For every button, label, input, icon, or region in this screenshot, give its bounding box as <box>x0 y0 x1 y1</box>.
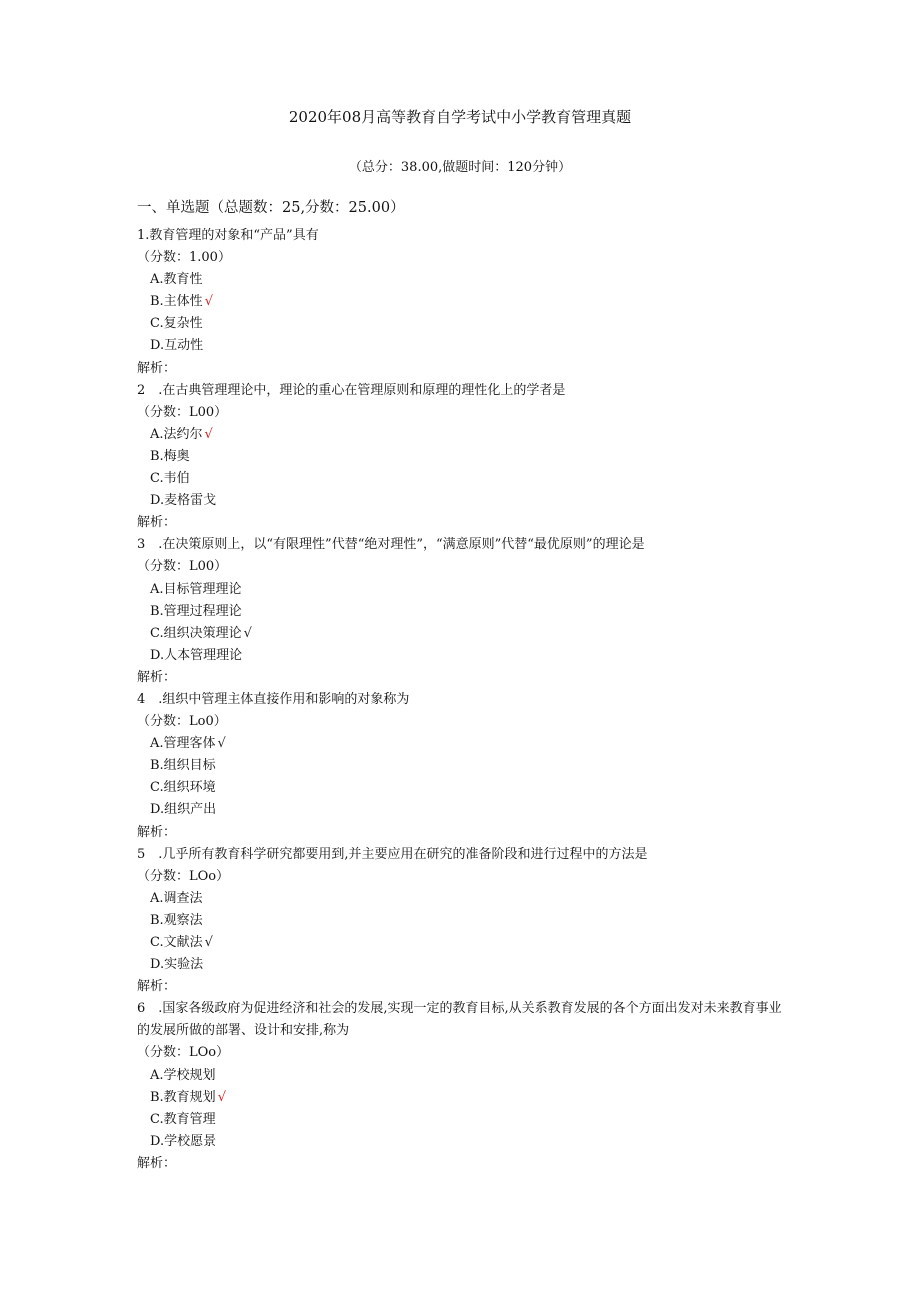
answer-option-label: A.调查法 <box>150 890 203 906</box>
answer-option <box>137 579 787 601</box>
answer-option <box>137 468 787 490</box>
answer-option <box>137 1131 787 1153</box>
answer-option <box>137 269 787 291</box>
answer-option <box>137 623 787 645</box>
analysis-label: 解析： <box>137 515 177 531</box>
answer-option-label: A.管理客体 <box>150 736 216 752</box>
answer-option <box>137 335 787 357</box>
answer-option <box>137 733 787 755</box>
answer-option-label: D.实验法 <box>150 957 204 973</box>
correct-mark-icon: √ <box>204 426 213 442</box>
answer-option <box>137 888 787 910</box>
question-text: 4 .组织中管理主体直接作用和影响的对象称为 <box>137 691 410 707</box>
answer-option-label: C.文献法 <box>150 935 203 950</box>
answer-option <box>137 490 787 512</box>
answer-option-label: A.学校规划 <box>150 1067 216 1083</box>
answer-option <box>137 424 787 446</box>
correct-mark-icon: √ <box>217 736 226 752</box>
answer-option-label: D.学校愿景 <box>150 1133 217 1149</box>
answer-option-label: B.梅奥 <box>150 448 190 464</box>
answer-option-label: A.法约尔 <box>150 426 203 442</box>
analysis-label: 解析： <box>137 979 177 995</box>
answer-option <box>137 1065 787 1087</box>
question-block <box>137 998 787 1175</box>
answer-option-label: B.管理过程理论 <box>150 603 242 619</box>
answer-option-label: B.观察法 <box>150 912 203 928</box>
answer-option-label: B.教育规划 <box>150 1089 216 1105</box>
answer-option-label: B.主体性 <box>150 294 203 310</box>
analysis-label: 解析： <box>137 824 177 840</box>
question-list <box>137 225 787 1175</box>
answer-option-label: A.目标管理理论 <box>150 581 242 597</box>
answer-option <box>137 910 787 932</box>
question-text: 2 .在古典管理理论中，理论的重心在管理原则和原理的理性化上的学者是 <box>137 382 566 398</box>
question-score: （分数：Lo0） <box>137 714 227 730</box>
answer-option-label: C.韦伯 <box>150 471 190 487</box>
question-score: （分数：1.00） <box>137 250 231 266</box>
exam-meta: （总分：38.00,做题时间：120分钟） <box>348 160 572 175</box>
answer-option <box>137 799 787 821</box>
answer-option <box>137 601 787 623</box>
answer-option <box>137 1087 787 1109</box>
question-score: （分数：L00） <box>137 559 228 575</box>
answer-option <box>137 313 787 335</box>
analysis-label: 解析： <box>137 360 177 376</box>
answer-option-label: C.教育管理 <box>150 1111 216 1127</box>
answer-option-label: C.组织决策理论 <box>150 625 242 641</box>
answer-option-label: D.组织产出 <box>150 802 217 818</box>
answer-option <box>137 777 787 799</box>
answer-option <box>137 954 787 976</box>
question-block <box>137 534 787 689</box>
analysis-label: 解析： <box>137 1155 177 1171</box>
answer-option <box>137 755 787 777</box>
answer-option <box>137 446 787 468</box>
answer-option-label: A.教育性 <box>150 272 203 288</box>
question-block <box>137 844 787 999</box>
answer-option-label: C.复杂性 <box>150 316 203 332</box>
answer-option-label: D.麦格雷戈 <box>150 493 217 509</box>
answer-option <box>137 1109 787 1131</box>
correct-mark-icon: √ <box>204 294 213 310</box>
document-title: 2020年08月高等教育自学考试中小学教育管理真题 <box>288 108 632 126</box>
answer-option <box>137 645 787 667</box>
question-score: （分数：LOo） <box>137 868 230 884</box>
answer-option-label: D.人本管理理论 <box>150 647 243 663</box>
correct-mark-icon: √ <box>243 625 252 641</box>
question-block <box>137 689 787 844</box>
question-score: （分数：L00） <box>137 404 228 420</box>
correct-mark-icon: √ <box>217 1089 226 1105</box>
question-text: 6 .国家各级政府为促进经济和社会的发展,实现一定的教育目标,从关系教育发展的各个方面出发对未来教育事业的发展所做的部署、设计和安排,称为 <box>137 1001 782 1039</box>
question-block <box>137 380 787 535</box>
answer-option-label: B.组织目标 <box>150 758 216 774</box>
answer-option-label: C.组织环境 <box>150 780 216 796</box>
analysis-label: 解析： <box>137 669 177 685</box>
question-text: 5 .几乎所有教育科学研究都要用到,并主要应用在研究的准备阶段和进行过程中的方法是 <box>137 846 648 862</box>
answer-option <box>137 932 787 954</box>
answer-option <box>137 291 787 313</box>
question-text: 3 .在决策原则上，以“有限理性”代替“绝对理性”，“满意原则”代替“最优原则”的理论是 <box>137 537 645 553</box>
section-heading: 一、单选题（总题数：25,分数：25.00） <box>137 200 405 216</box>
correct-mark-icon: √ <box>204 935 213 950</box>
question-score: （分数：LOo） <box>137 1045 230 1061</box>
question-text: 1.教育管理的对象和“产品”具有 <box>137 228 319 243</box>
question-block <box>137 225 787 380</box>
answer-option-label: D.互动性 <box>150 338 204 354</box>
